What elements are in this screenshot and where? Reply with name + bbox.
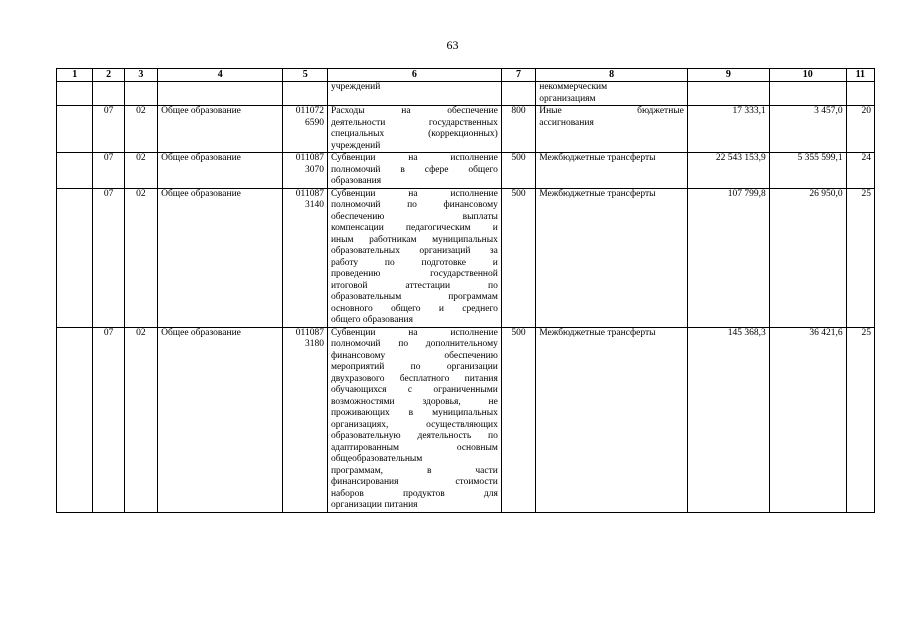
expense-description-line: основного общего и среднего: [330, 303, 498, 314]
expense-description-line: иным работникам муниципальных: [330, 234, 498, 245]
col-header-1: 1: [57, 69, 93, 82]
col-1-cell: [57, 82, 93, 106]
section-name: [158, 82, 283, 106]
col-1-cell: [57, 153, 93, 189]
expense-description-line: учреждений: [330, 140, 381, 151]
section-code: [93, 82, 124, 106]
expense-description-line: полномочий в сфере общего: [330, 164, 498, 175]
expense-description-line: мероприятий по организации: [330, 362, 498, 372]
expense-description: [327, 153, 501, 189]
amount-actual: 5 355 599,1: [769, 153, 846, 189]
amount-actual: 36 421,6: [769, 327, 846, 512]
expense-description-line: программам, в части: [330, 465, 498, 476]
expense-type-name: [536, 327, 688, 512]
expense-type-name-line: Межбюджетные трансферты: [539, 327, 656, 338]
expense-type-code: 500: [501, 153, 535, 189]
expense-type-name-line: Межбюджетные трансферты: [539, 188, 656, 199]
expense-description-line: итоговой аттестации по: [330, 280, 498, 291]
header-row: [57, 69, 875, 82]
expense-description-line: общего образования: [330, 315, 413, 325]
expense-description-line: образования: [330, 176, 382, 186]
expense-description-line: обучающихся с ограниченными: [330, 385, 498, 395]
expense-description-line: полномочий по финансовому: [330, 200, 498, 210]
section-name: Общее образование: [158, 327, 283, 512]
subsection-code: 02: [124, 153, 157, 189]
budget-table: [56, 68, 875, 513]
table-row: [57, 188, 875, 327]
expense-description-line: деятельности государственных: [330, 117, 498, 128]
col-header-2: 2: [93, 69, 124, 82]
expense-description-line: образовательную деятельность по: [330, 431, 498, 441]
expense-type-name-line: ассигнования: [539, 117, 594, 128]
target-article-code-line: 3180: [304, 339, 324, 349]
expense-description: [327, 106, 501, 153]
col-1-cell: [57, 106, 93, 153]
expense-description-line: возможностями здоровья, не: [330, 396, 498, 407]
expense-type-name: [536, 153, 688, 189]
execution-percent: 20: [846, 106, 874, 153]
target-article-code-line: 3140: [304, 200, 324, 210]
expense-description-line: Расходы на обеспечение: [330, 106, 498, 116]
table-row: [57, 106, 875, 153]
expense-description-line: Субвенции на исполнение: [330, 327, 498, 338]
section-code: 07: [93, 106, 124, 153]
target-article-code: [283, 188, 327, 327]
expense-description-line: образовательных организаций за: [330, 246, 498, 256]
section-code: 07: [93, 153, 124, 189]
expense-type-name-line: некоммерческим: [539, 82, 608, 92]
expense-type-code: 800: [501, 106, 535, 153]
col-header-9: 9: [687, 69, 769, 82]
amount-actual: [769, 82, 846, 106]
expense-description-line: адаптированным основным: [330, 442, 498, 453]
col-header-7: 7: [501, 69, 535, 82]
col-1-cell: [57, 188, 93, 327]
table-row: [57, 82, 875, 106]
amount-plan: 22 543 153,9: [687, 153, 769, 189]
subsection-code: 02: [124, 188, 157, 327]
col-header-3: 3: [124, 69, 157, 82]
col-header-6: 6: [327, 69, 501, 82]
subsection-code: 02: [124, 106, 157, 153]
page-number: 63: [446, 38, 459, 52]
expense-description-line: специальных (коррекционных): [330, 129, 498, 139]
section-code: 07: [93, 327, 124, 512]
col-header-11: 11: [846, 69, 874, 82]
target-article-code-line: 011087: [295, 153, 324, 163]
target-article-code: [283, 106, 327, 153]
expense-description: [327, 188, 501, 327]
col-1-cell: [57, 327, 93, 512]
expense-description-line: образовательным программам: [330, 292, 498, 302]
amount-plan: 17 333,1: [687, 106, 769, 153]
section-code: 07: [93, 188, 124, 327]
expense-description-line: наборов продуктов для: [330, 488, 498, 499]
target-article-code-line: 3070: [304, 164, 324, 175]
col-header-10: 10: [769, 69, 846, 82]
expense-type-name: [536, 82, 688, 106]
target-article-code: [283, 327, 327, 512]
expense-description-line: обеспечению выплаты: [330, 211, 498, 222]
expense-description-line: учреждений: [330, 82, 381, 92]
expense-description-line: финансирования стоимости: [330, 477, 498, 487]
execution-percent: 25: [846, 188, 874, 327]
table-row: [57, 153, 875, 189]
expense-type-name-line: Межбюджетные трансферты: [539, 153, 656, 163]
section-name: Общее образование: [158, 106, 283, 153]
col-header-4: 4: [158, 69, 283, 82]
target-article-code-line: 6590: [304, 117, 324, 128]
expense-description-line: организации питания: [330, 500, 418, 510]
expense-type-name-line: организациям: [539, 93, 596, 104]
amount-actual: 26 950,0: [769, 188, 846, 327]
col-header-8: 8: [536, 69, 688, 82]
expense-description-line: финансовому обеспечению: [330, 350, 498, 361]
execution-percent: 24: [846, 153, 874, 189]
expense-type-code: 500: [501, 188, 535, 327]
target-article-code-line: 011087: [295, 188, 324, 199]
expense-description-line: Субвенции на исполнение: [330, 188, 498, 199]
expense-description-line: проведению государственной: [330, 269, 498, 279]
section-name: Общее образование: [158, 153, 283, 189]
execution-percent: [846, 82, 874, 106]
expense-type-name: [536, 106, 688, 153]
target-article-code-line: 011072: [295, 106, 324, 116]
expense-type-name-line: Иные бюджетные: [539, 106, 684, 116]
expense-description-line: полномочий по дополнительному: [330, 339, 498, 349]
expense-type-code: [501, 82, 535, 106]
target-article-code: [283, 82, 327, 106]
amount-actual: 3 457,0: [769, 106, 846, 153]
col-header-5: 5: [283, 69, 327, 82]
expense-description-line: работу по подготовке и: [330, 257, 498, 268]
expense-description-line: двухразового бесплатного питания: [330, 373, 498, 384]
section-name: Общее образование: [158, 188, 283, 327]
expense-description-line: проживающих в муниципальных: [330, 408, 498, 418]
subsection-code: [124, 82, 157, 106]
amount-plan: 107 799,8: [687, 188, 769, 327]
expense-description-line: общеобразовательным: [330, 454, 423, 464]
amount-plan: [687, 82, 769, 106]
subsection-code: 02: [124, 327, 157, 512]
expense-description: [327, 82, 501, 106]
expense-description: [327, 327, 501, 512]
expense-type-code: 500: [501, 327, 535, 512]
expense-description-line: компенсации педагогическим и: [330, 223, 498, 233]
expense-description-line: организациях, осуществляющих: [330, 419, 498, 430]
expense-type-name: [536, 188, 688, 327]
table-row: [57, 327, 875, 512]
amount-plan: 145 368,3: [687, 327, 769, 512]
expense-description-line: Субвенции на исполнение: [330, 153, 498, 163]
execution-percent: 25: [846, 327, 874, 512]
target-article-code: [283, 153, 327, 189]
target-article-code-line: 011087: [295, 327, 324, 338]
table-body: [57, 82, 875, 513]
